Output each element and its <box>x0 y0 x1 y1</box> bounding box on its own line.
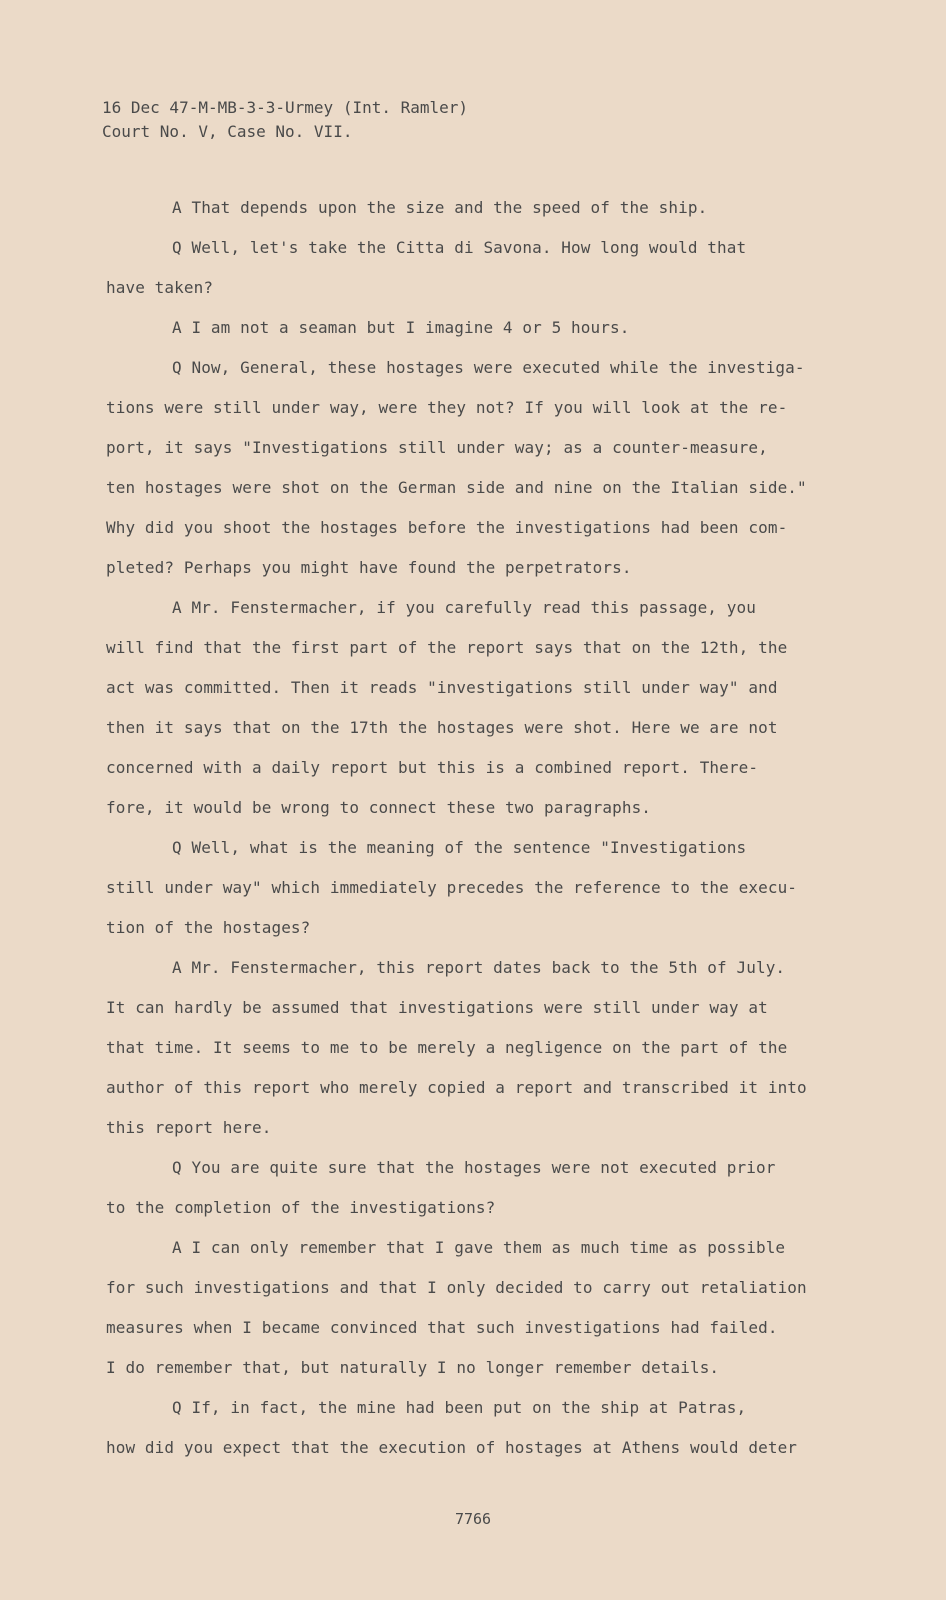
header-reference-line: 16 Dec 47-M-MB-3-3-Urmey (Int. Ramler) <box>102 98 469 117</box>
transcript-line: Q Well, let's take the Citta di Savona. How long would that <box>172 238 747 257</box>
transcript-line: A Mr. Fenstermacher, if you carefully read this passage, you <box>172 598 756 617</box>
transcript-line: A That depends upon the size and the speed of the ship. <box>172 198 708 217</box>
transcript-line: will find that the first part of the report says that on the 12th, the <box>106 638 788 657</box>
page-number: 7766 <box>454 1510 492 1528</box>
transcript-line: act was committed. Then it reads "investigations still under way" and <box>106 678 778 697</box>
transcript-line: then it says that on the 17th the hostages were shot. Here we are not <box>106 718 778 737</box>
transcript-line: port, it says "Investigations still under way; as a counter-measure, <box>106 438 768 457</box>
transcript-line: Why did you shoot the hostages before the investigations had been com- <box>106 518 788 537</box>
transcript-line: Q If, in fact, the mine had been put on the ship at Patras, <box>172 1398 747 1417</box>
transcript-line: Q Now, General, these hostages were executed while the investiga- <box>172 358 805 377</box>
transcript-line: Q You are quite sure that the hostages were not executed prior <box>172 1158 776 1177</box>
transcript-line: still under way" which immediately precedes the reference to the execu- <box>106 878 798 897</box>
transcript-line: to the completion of the investigations? <box>106 1198 496 1217</box>
transcript-line: It can hardly be assumed that investigations were still under way at <box>106 998 768 1017</box>
transcript-line: measures when I became convinced that such investigations had failed. <box>106 1318 778 1337</box>
transcript-line: fore, it would be wrong to connect these two paragraphs. <box>106 798 652 817</box>
transcript-line: A Mr. Fenstermacher, this report dates back to the 5th of July. <box>172 958 786 977</box>
transcript-line: tions were still under way, were they not? If you will look at the re- <box>106 398 788 417</box>
transcript-line: for such investigations and that I only decided to carry out retaliation <box>106 1278 807 1297</box>
transcript-line: how did you expect that the execution of hostages at Athens would deter <box>106 1438 798 1457</box>
transcript-line: ten hostages were shot on the German side and nine on the Italian side." <box>106 478 807 497</box>
transcript-body <box>106 196 866 1476</box>
transcript-line: Q Well, what is the meaning of the sentence "Investigations <box>172 838 747 857</box>
header-court-line: Court No. V, Case No. VII. <box>102 122 353 141</box>
transcript-line: this report here. <box>106 1118 272 1137</box>
transcript-line: A I am not a seaman but I imagine 4 or 5 hours. <box>172 318 630 337</box>
transcript-line: concerned with a daily report but this is a combined report. There- <box>106 758 759 777</box>
transcript-line: that time. It seems to me to be merely a negligence on the part of the <box>106 1038 788 1057</box>
transcript-line: have taken? <box>106 278 214 297</box>
transcript-line: pleted? Perhaps you might have found the perpetrators. <box>106 558 632 577</box>
transcript-line: author of this report who merely copied a report and transcribed it into <box>106 1078 807 1097</box>
transcript-line: tion of the hostages? <box>106 918 311 937</box>
transcript-line: I do remember that, but naturally I no longer remember details. <box>106 1358 720 1377</box>
document-header <box>102 96 468 144</box>
transcript-line: A I can only remember that I gave them as much time as possible <box>172 1238 786 1257</box>
